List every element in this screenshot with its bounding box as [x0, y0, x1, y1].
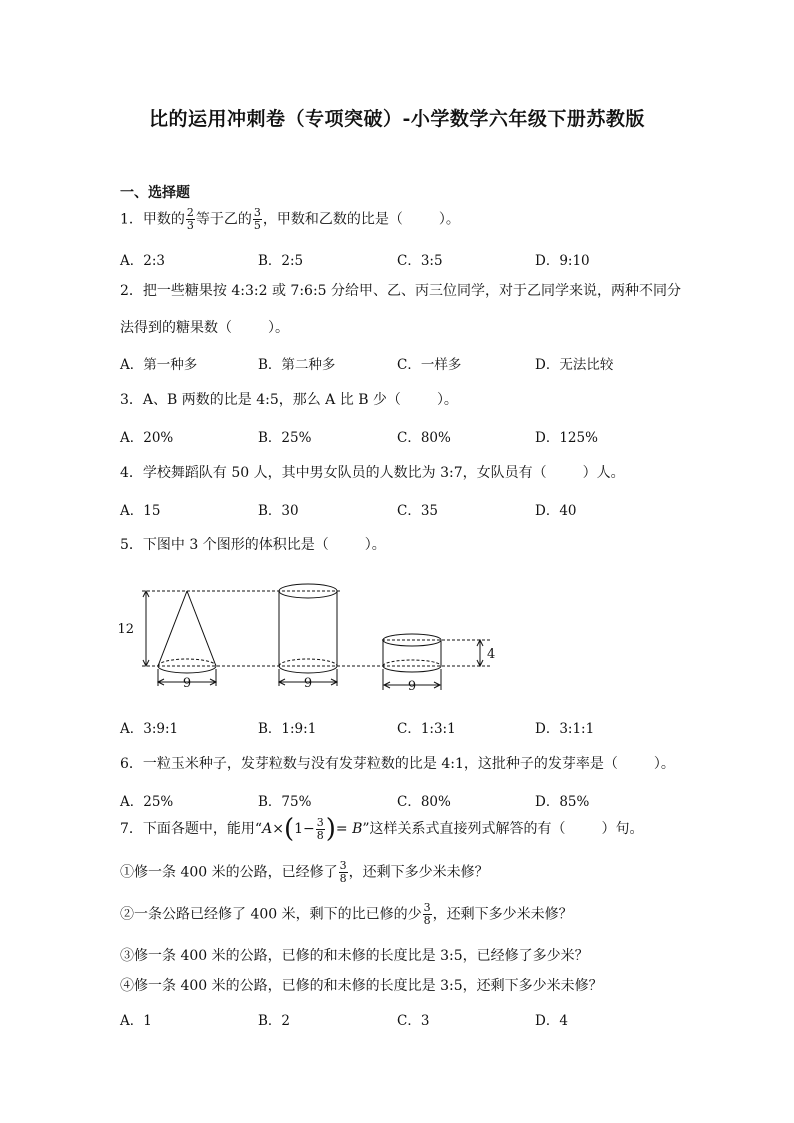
question-2-line-2 [120, 317, 289, 337]
q7-option-c[interactable]: C．3 [397, 1013, 430, 1029]
q5-text-pre: 5．下图中 3 个图形的体积比是（ [120, 537, 329, 553]
page-title: 比的运用冲刺卷（专项突破）-小学数学六年级下册苏教版 [149, 108, 645, 130]
q7-option-d[interactable]: D．4 [535, 1013, 568, 1029]
q3-option-c[interactable]: C．80% [397, 430, 451, 446]
q6-option-c[interactable]: C．80% [397, 794, 451, 810]
q7-option-b[interactable]: B．2 [258, 1013, 291, 1029]
q7-formula-b: B [352, 821, 363, 837]
q6-text-pre: 6．一粒玉米种子，发芽粒数与没有发芽粒数的比是 4:1，这批种子的发芽率是（ [120, 756, 618, 772]
q1-text-mid: 等于乙的 [195, 211, 252, 228]
q7-s1-pre: ①修一条 400 米的公路，已经修了 [120, 864, 338, 881]
q6-option-b[interactable]: B．75% [258, 794, 312, 810]
q1-fraction-1-den: 3 [186, 219, 194, 232]
q7-statement-1 [120, 860, 489, 885]
q7-formula-times: × [272, 821, 284, 837]
q1-fraction-2 [253, 207, 262, 232]
question-3 [120, 389, 458, 409]
q3-option-b[interactable]: B．25% [258, 430, 312, 446]
q6-text-end: ）。 [653, 756, 675, 772]
question-5 [120, 534, 386, 554]
q7-s2-post: ，还剩下多少米未修？ [432, 906, 573, 923]
q7-text-end: ）句。 [601, 821, 644, 837]
q7-statement-3: ③修一条 400 米的公路，已修的和未修的长度比是 3:5，已经修了多少米？ [120, 948, 589, 964]
q6-option-a[interactable]: A．25% [120, 794, 174, 810]
q7-formula-one-minus: 1− [294, 821, 315, 837]
q3-text-end: ）。 [436, 392, 458, 408]
q5-solids-figure [117, 572, 510, 697]
q5-text-end: ）。 [364, 537, 386, 553]
q7-statement-2 [120, 902, 573, 927]
q5-option-d[interactable]: D．3:1:1 [535, 721, 595, 737]
q7-formula-fraction-num: 3 [316, 815, 324, 829]
q1-option-a[interactable]: A．2:3 [120, 253, 165, 269]
cone-height-label: 12 [117, 622, 134, 637]
question-2-line-1: 2．把一些糖果按 4:3:2 或 7:6:5 分给甲、乙、丙三位同学，对于乙同学来说，两种不同分 [120, 283, 682, 299]
question-7: 7．下面各题中，能用“A×(1− $\frac{3}{8}$ )= B”这样关系式直接列式解答的有（ ）句。 [120, 814, 644, 844]
q7-formula-a: A [262, 821, 273, 837]
q5-option-c[interactable]: C．1:3:1 [397, 721, 456, 737]
q7-s2-fraction-num: 3 [423, 901, 431, 914]
question-6 [120, 753, 675, 773]
q7-formula-fraction [316, 817, 325, 842]
q7-option-a[interactable]: A．1 [120, 1013, 152, 1029]
q7-statement-4: ④修一条 400 米的公路，已修的和未修的长度比是 3:5，还剩下多少米未修？ [120, 978, 603, 994]
q1-fraction-1 [186, 207, 195, 232]
q7-s2-fraction-den: 8 [423, 914, 431, 927]
q3-text-pre: 3．A、B 两数的比是 4:5，那么 A 比 B 少（ [120, 392, 401, 408]
cylinder-1-diameter-label: 9 [303, 676, 313, 691]
q7-s2-fraction [423, 902, 432, 927]
q4-option-d[interactable]: D．40 [535, 503, 577, 519]
cylinder-2-diameter-label: 9 [407, 679, 417, 694]
q3-option-a[interactable]: A．20% [120, 430, 174, 446]
q1-fraction-2-num: 3 [253, 206, 261, 219]
q7-s2-pre: ②一条公路已经修了 400 米，剩下的比已修的少 [120, 906, 422, 923]
q7-s1-fraction-num: 3 [339, 859, 347, 872]
q4-option-a[interactable]: A．15 [120, 503, 161, 519]
q4-option-b[interactable]: B．30 [258, 503, 299, 519]
q1-fraction-2-den: 5 [253, 219, 261, 232]
cylinder-2-height-label: 4 [487, 647, 496, 662]
q5-option-b[interactable]: B．1:9:1 [258, 721, 317, 737]
question-1 [120, 207, 460, 232]
cone-diameter-label: 9 [182, 676, 192, 691]
q2-option-b[interactable]: B．第二种多 [258, 357, 336, 373]
q7-formula-fraction-den: 8 [316, 828, 324, 842]
q6-option-d[interactable]: D．85% [535, 794, 590, 810]
section-heading: 一、选择题 [120, 185, 190, 201]
q7-text-pre: 7．下面各题中，能用“ [120, 821, 263, 837]
q5-option-a[interactable]: A．3:9:1 [120, 721, 179, 737]
q7-s1-fraction-den: 8 [339, 872, 347, 885]
q4-option-c[interactable]: C．35 [397, 503, 439, 519]
q3-option-d[interactable]: D．125% [535, 430, 598, 446]
q1-option-b[interactable]: B．2:5 [258, 253, 304, 269]
q7-formula-equals: = [335, 821, 353, 837]
q2-option-a[interactable]: A．第一种多 [120, 357, 198, 373]
q2-text-end: ）。 [268, 320, 289, 336]
q7-text-post: ”这样关系式直接列式解答的有（ [362, 821, 566, 837]
q7-s1-fraction [339, 860, 348, 885]
q4-text-end: ）人。 [582, 465, 625, 481]
q7-s1-post: ，还剩下多少米未修？ [348, 864, 489, 881]
q2-text-pre: 法得到的糖果数（ [120, 320, 232, 336]
q1-text-post: ，甲数和乙数的比是（ [262, 211, 403, 228]
q1-option-d[interactable]: D．9:10 [535, 253, 590, 269]
q1-fraction-1-num: 2 [186, 206, 194, 219]
q2-option-c[interactable]: C．一样多 [397, 357, 462, 373]
q1-text-pre: 1．甲数的 [120, 211, 185, 228]
q1-text-end: ）。 [438, 211, 460, 228]
q1-option-c[interactable]: C．3:5 [397, 253, 443, 269]
question-4 [120, 462, 625, 482]
q4-text-pre: 4．学校舞蹈队有 50 人，其中男女队员的人数比为 3:7，女队员有（ [120, 465, 547, 481]
q2-option-d[interactable]: D．无法比较 [535, 357, 614, 373]
